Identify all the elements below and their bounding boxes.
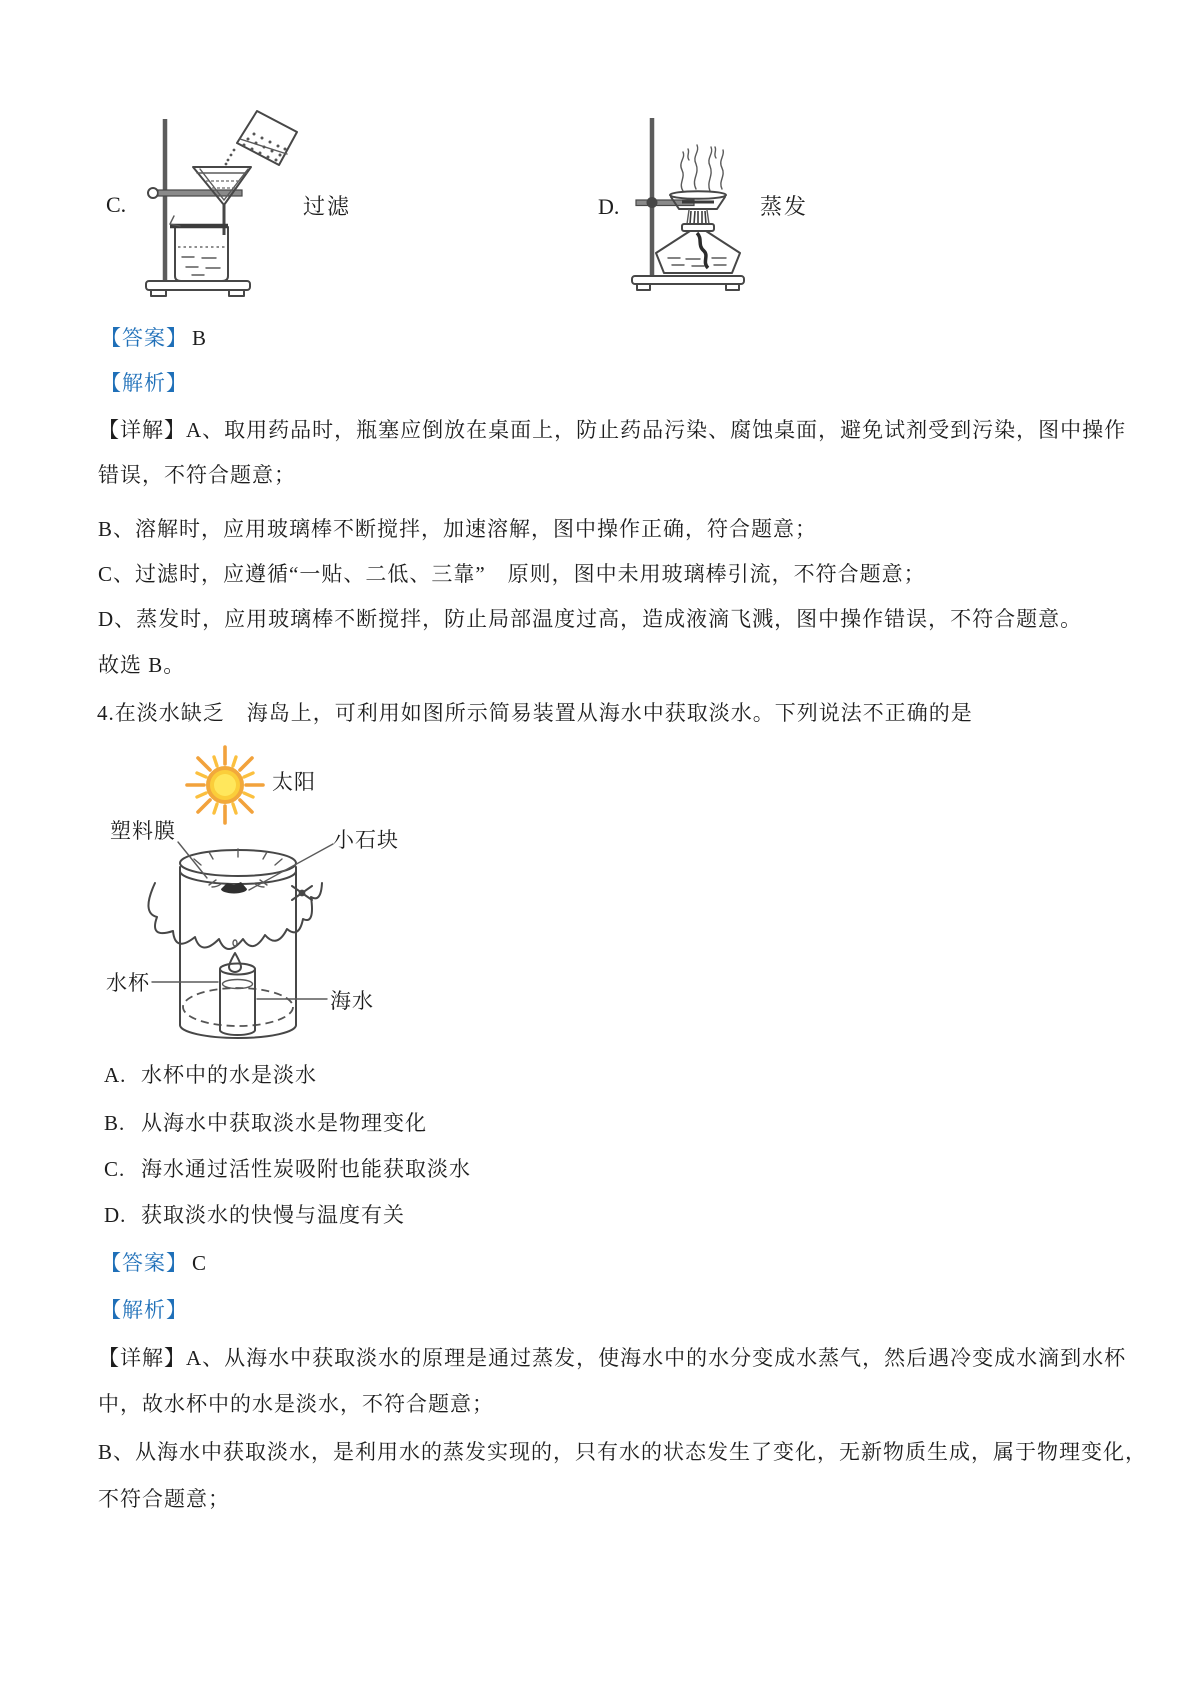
q4-option-a xyxy=(104,1062,317,1089)
q3-answer-label: 【答案】 xyxy=(100,326,188,350)
filtration-caption: 过滤 xyxy=(303,194,352,219)
q3-analysis-label: 【解析】 xyxy=(100,371,188,395)
q4-option-c xyxy=(104,1156,471,1183)
q3-detail-line-3: B、溶解时，应用玻璃棒不断搅拌，加速溶解，图中操作正确，符合题意； xyxy=(98,517,818,541)
q4-answer-label: 【答案】 xyxy=(100,1251,188,1275)
sun-icon xyxy=(187,747,263,823)
q3-detail-line-2: 错误，不符合题意； xyxy=(98,463,296,487)
q4-option-c-text: 海水通过活性炭吸附也能获取淡水 xyxy=(141,1157,471,1181)
q4-option-a-letter: A. xyxy=(104,1063,127,1087)
filtration-apparatus-figure xyxy=(140,105,305,300)
q4-detail-line-4: 不符合题意； xyxy=(98,1487,230,1511)
q4-option-d-letter: D. xyxy=(104,1203,127,1227)
q4-option-b-letter: B. xyxy=(104,1111,126,1135)
seawater-label: 海水 xyxy=(330,989,374,1013)
plastic-film-label: 塑料膜 xyxy=(110,819,176,843)
q4-detail-line-2: 中，故水杯中的水是淡水，不符合题意； xyxy=(98,1392,494,1416)
q4-option-b xyxy=(104,1110,427,1137)
q4-answer-row xyxy=(100,1250,207,1277)
q3-answer-row xyxy=(100,325,207,352)
q4-answer-value: C xyxy=(192,1251,208,1275)
q4-analysis-label: 【解析】 xyxy=(100,1298,188,1322)
option-c-letter: C. xyxy=(106,192,127,217)
water-cup-label: 水杯 xyxy=(106,971,150,995)
q3-detail-line-4: C、过滤时，应遵循“一贴、二低、三靠” 原则，图中未用玻璃棒引流，不符合题意； xyxy=(98,562,926,586)
solar-still-figure xyxy=(95,737,430,1044)
q4-detail-line-3: B、从海水中获取淡水，是利用水的蒸发实现的，只有水的状态发生了变化，无新物质生成，属于物理变化， xyxy=(98,1440,1148,1464)
q4-stem: 4.在淡水缺乏 海岛上，可利用如图所示简易装置从海水中获取淡水。下列说法不正确的是 xyxy=(97,701,973,725)
q4-option-c-letter: C. xyxy=(104,1157,126,1181)
small-stone-label: 小石块 xyxy=(333,828,399,852)
q4-option-d-text: 获取淡水的快慢与温度有关 xyxy=(141,1203,405,1227)
q3-detail-line-5: D、蒸发时，应用玻璃棒不断搅拌，防止局部温度过高，造成液滴飞溅，图中操作错误，不符合题意。 xyxy=(98,607,1083,631)
q3-answer-value: B xyxy=(192,326,208,350)
evaporation-apparatus-figure xyxy=(628,112,748,294)
q4-option-d xyxy=(104,1202,405,1229)
sun-label: 太阳 xyxy=(272,770,316,794)
q4-option-a-text: 水杯中的水是淡水 xyxy=(141,1063,317,1087)
q3-detail-line-1: 【详解】A、取用药品时，瓶塞应倒放在桌面上，防止药品污染、腐蚀桌面，避免试剂受到污染，图中操作 xyxy=(98,418,1127,442)
option-d-letter: D. xyxy=(598,194,620,219)
q4-option-b-text: 从海水中获取淡水是物理变化 xyxy=(141,1111,427,1135)
evaporation-caption: 蒸发 xyxy=(760,194,809,219)
q4-detail-line-1: 【详解】A、从海水中获取淡水的原理是通过蒸发，使海水中的水分变成水蒸气，然后遇冷变成水滴到水杯 xyxy=(98,1346,1127,1370)
q3-detail-line-6: 故选 B。 xyxy=(98,653,186,677)
